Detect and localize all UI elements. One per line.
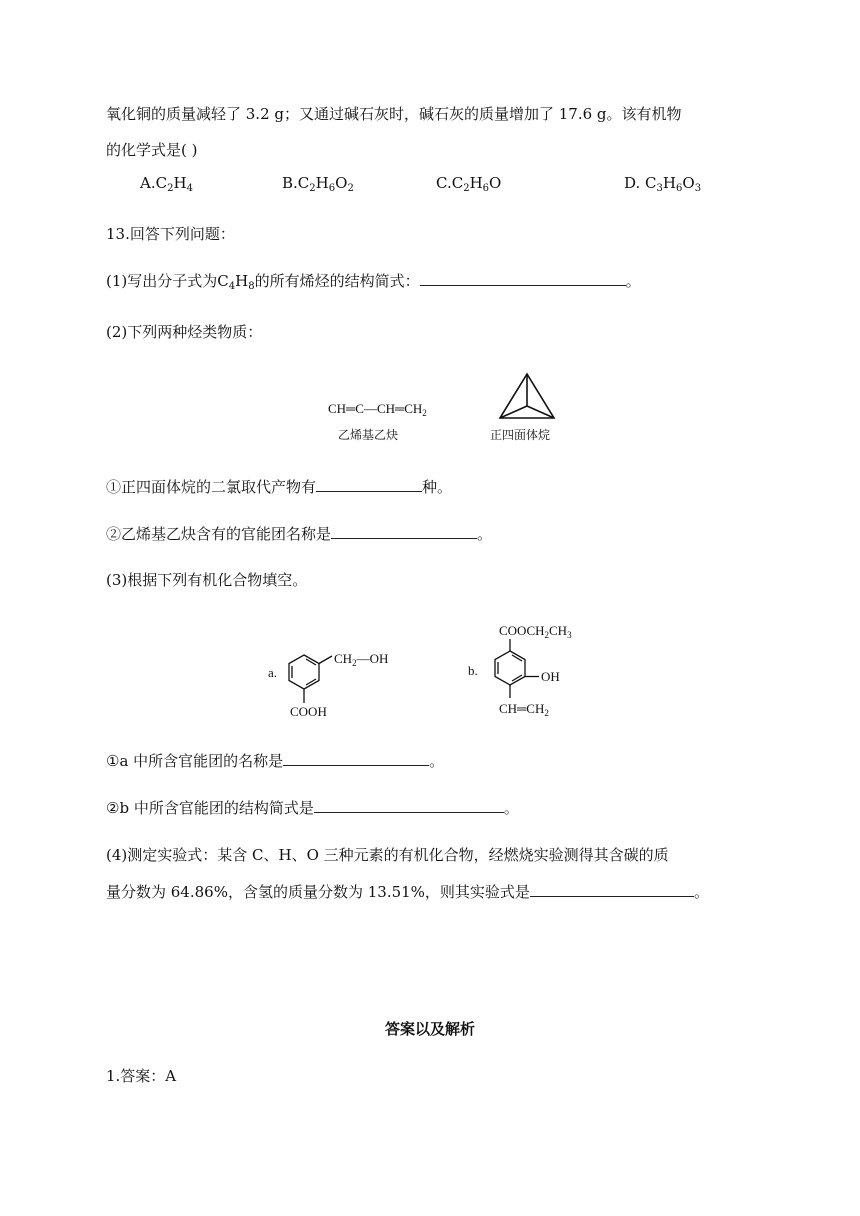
q12-text-line2: 的化学式是( ) <box>106 141 198 159</box>
q12-option-c: $C.C_2H_6O$ <box>436 174 502 194</box>
compound-b-label: b. <box>468 663 478 678</box>
figure-compounds <box>264 614 604 729</box>
answer-blank-2 <box>316 476 422 492</box>
answer-1: 1.答案：A <box>106 1067 177 1085</box>
vinylacetylene-caption: 乙烯基乙炔 <box>338 428 399 442</box>
answer-blank-6 <box>530 881 694 897</box>
q13-part3-q1: ①a 中所含官能团的名称是 。 <box>106 752 445 770</box>
figure-hydrocarbons <box>320 370 580 446</box>
vinylacetylene-formula: $CH═C—CH═CH_2$ <box>328 401 427 418</box>
q13-part2-q2: ②乙烯基乙炔含有的官能团名称是 。 <box>106 525 493 543</box>
q12-text-line1: 氧化铜的质量减轻了 3.2 g；又通过碱石灰时，碱石灰的质量增加了 17.6 g。该有机物 <box>106 105 682 123</box>
answer-blank-1 <box>420 270 626 286</box>
q13-part4-line2: 量分数为 64.86%，含氢的质量分数为 13.51%，则其实验式是 。 <box>106 883 709 901</box>
compound-a-label: a. <box>268 665 278 680</box>
compound-b-oh: OH <box>541 669 560 684</box>
q13-part2-q1: ①正四面体烷的二氯取代产物有 种。 <box>106 478 453 496</box>
q13-title: 13.回答下列问题： <box>106 225 235 243</box>
q13-part2-title: (2)下列两种烃类物质： <box>106 323 263 341</box>
compound-a-ch2oh: $CH_2—OH$ <box>334 651 389 668</box>
q13-part4-line1: (4)测定实验式：某含 C、H、O 三种元素的有机化合物，经燃烧实验测得其含碳的质 <box>106 846 669 864</box>
compound-b-vinyl: $CH═CH_2$ <box>499 701 549 718</box>
q12-option-b: $B.C_2H_6O_2$ <box>282 174 354 194</box>
tetrahedrane-structure <box>500 374 554 418</box>
compound-b-benzene-ring <box>495 639 539 698</box>
compound-a-cooh: COOH <box>290 704 327 719</box>
answer-blank-5 <box>314 797 504 813</box>
q13-part3-q2: ②b 中所含官能团的结构简式是 。 <box>106 799 519 817</box>
answer-blank-3 <box>331 523 477 539</box>
answer-blank-4 <box>283 750 429 766</box>
q12-option-a: $A.C_2H_4$ <box>140 174 193 194</box>
tetrahedrane-caption: 正四面体烷 <box>490 428 551 442</box>
q12-option-d: D. $C_3H_6O_3$ <box>624 174 702 194</box>
q13-part1: (1)写出分子式为$C_4H_8$的所有烯烃的结构简式： 。 <box>106 272 641 292</box>
answers-heading: 答案以及解析 <box>384 1020 475 1038</box>
compound-a-benzene-ring <box>289 655 332 703</box>
compound-b-ester: $COOCH_2CH_3$ <box>499 623 572 640</box>
q13-part3-title: (3)根据下列有机化合物填空。 <box>106 571 308 589</box>
